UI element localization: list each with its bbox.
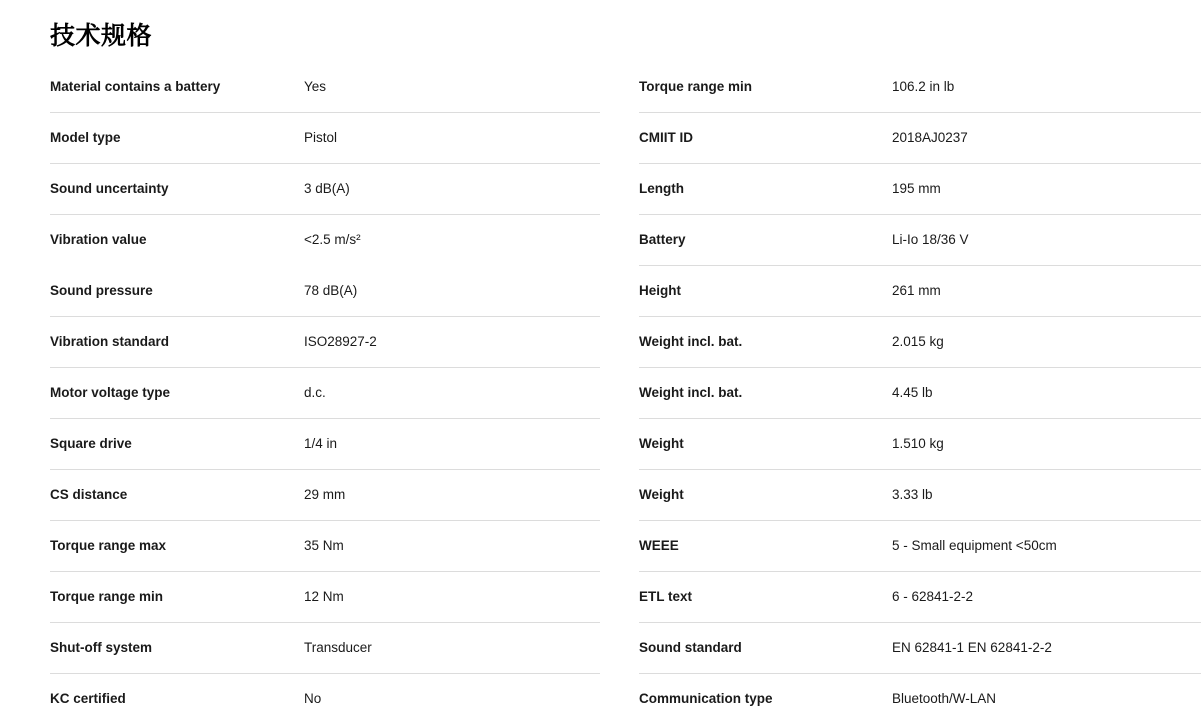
- spec-row: [639, 317, 1201, 368]
- spec-label: Sound pressure: [50, 283, 153, 298]
- spec-row: [639, 164, 1201, 215]
- spec-row: [50, 62, 600, 113]
- spec-value: EN 62841-1 EN 62841-2-2: [892, 640, 1052, 655]
- spec-value: ISO28927-2: [304, 334, 377, 349]
- spec-row: [639, 470, 1201, 521]
- spec-value: 195 mm: [892, 181, 941, 196]
- spec-row: [639, 113, 1201, 164]
- spec-label: Communication type: [639, 691, 773, 706]
- spec-row: [50, 674, 600, 719]
- spec-value: Bluetooth/W-LAN: [892, 691, 997, 706]
- spec-value: 5 - Small equipment <50cm: [892, 538, 1057, 553]
- spec-label: Shut-off system: [50, 640, 153, 655]
- spec-label: Sound uncertainty: [50, 181, 169, 196]
- specifications-column-right: [600, 62, 1201, 719]
- spec-label: Torque range max: [50, 538, 167, 553]
- spec-value: 4.45 lb: [892, 385, 933, 400]
- spec-label: Model type: [50, 130, 121, 145]
- spec-row: [639, 623, 1201, 674]
- spec-row: [50, 419, 600, 470]
- spec-label: Motor voltage type: [50, 385, 171, 400]
- spec-value: No: [304, 691, 322, 706]
- spec-row: [50, 623, 600, 674]
- spec-label: Vibration value: [50, 232, 147, 247]
- spec-label: CS distance: [50, 487, 128, 502]
- spec-label: Height: [639, 283, 681, 298]
- page-title: 技术规格: [50, 22, 153, 50]
- spec-value: Li-Io 18/36 V: [892, 232, 969, 247]
- spec-row: [639, 521, 1201, 572]
- spec-label: Vibration standard: [50, 334, 170, 349]
- spec-label: Sound standard: [639, 640, 742, 655]
- spec-label: Material contains a battery: [50, 79, 221, 94]
- spec-value: 106.2 in lb: [892, 79, 955, 94]
- spec-value: 261 mm: [892, 283, 941, 298]
- spec-label: CMIIT ID: [639, 130, 693, 145]
- spec-row: [639, 572, 1201, 623]
- spec-value: 2018AJ0237: [892, 130, 968, 145]
- spec-label: WEEE: [639, 538, 679, 553]
- spec-row: [639, 266, 1201, 317]
- spec-label: Torque range min: [50, 589, 164, 604]
- spec-label: Square drive: [50, 436, 132, 451]
- spec-value: 78 dB(A): [304, 283, 358, 298]
- spec-row: [50, 368, 600, 419]
- spec-row: [639, 62, 1201, 113]
- spec-value: 12 Nm: [304, 589, 344, 604]
- spec-row: [50, 113, 600, 164]
- specifications-column-left: [0, 62, 600, 719]
- spec-row: [50, 317, 600, 368]
- spec-value: 6 - 62841-2-2: [892, 589, 974, 604]
- spec-value: 29 mm: [304, 487, 346, 502]
- specifications-table: [0, 62, 1201, 719]
- spec-value: Transducer: [304, 640, 372, 655]
- spec-value: 1/4 in: [304, 436, 338, 451]
- spec-label: Length: [639, 181, 684, 196]
- spec-value: 35 Nm: [304, 538, 344, 553]
- spec-label: Battery: [639, 232, 686, 247]
- spec-value: 3 dB(A): [304, 181, 350, 196]
- spec-value: 1.510 kg: [892, 436, 944, 451]
- spec-row: [639, 368, 1201, 419]
- spec-label: Torque range min: [639, 79, 753, 94]
- spec-value: <2.5 m/s²: [304, 232, 361, 247]
- spec-row: [50, 215, 600, 266]
- spec-row: [50, 266, 600, 317]
- spec-value: 3.33 lb: [892, 487, 933, 502]
- spec-label: KC certified: [50, 691, 126, 706]
- spec-label: ETL text: [639, 589, 693, 604]
- spec-row: [50, 572, 600, 623]
- spec-value: d.c.: [304, 385, 326, 400]
- spec-row: [639, 215, 1201, 266]
- spec-label: Weight incl. bat.: [639, 385, 743, 400]
- spec-row: [50, 521, 600, 572]
- spec-row: [50, 470, 600, 521]
- spec-label: Weight: [639, 487, 684, 502]
- spec-row: [639, 419, 1201, 470]
- spec-label: Weight incl. bat.: [639, 334, 743, 349]
- spec-row: [639, 674, 1201, 719]
- spec-label: Weight: [639, 436, 684, 451]
- spec-value: Pistol: [304, 130, 338, 145]
- spec-row: [50, 164, 600, 215]
- spec-value: 2.015 kg: [892, 334, 944, 349]
- spec-value: Yes: [304, 79, 327, 94]
